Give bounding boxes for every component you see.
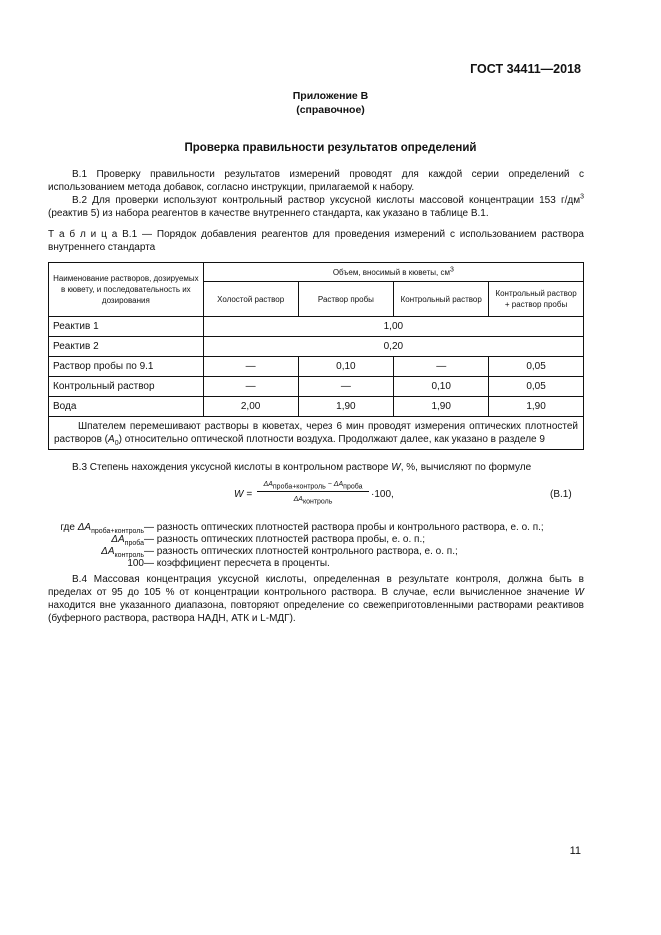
table-note: Шпателем перемешивают растворы в кюветах, через 6 мин проводят измерения оптических плотностей растворов $(A_0)$ относительно оптической плотности воздуха. Продолжают далее, как указано в разделе 9 (49, 417, 584, 450)
intro-paragraphs (48, 168, 584, 220)
column-header: Контрольный раствор + раствор пробы (489, 282, 584, 317)
row-name: Раствор пробы по 9.1 (49, 357, 204, 377)
paragraph-b4: В.4 Массовая концентрация уксусной кислоты, определенная в результате контроля, должна быть в пределах от 95 до 105 % от концентрации контрольного раствора. В случае, если вычисленное значение W находится вне указанного диапазона, повторяют определение со свежеприготовленными растворами реактивов (буферного раствора, раствора НАДН, АТК и L-МДГ). (48, 574, 584, 624)
header-name: Наименование растворов, дозируемых в кювету, и последовательность их дозирования (49, 263, 204, 317)
appendix-title: Приложение В (292, 90, 369, 102)
legend-item: $\Delta A_{проба}$ — разность оптических плотностей раствора пробы, е. о. п.; (111, 534, 426, 547)
table-caption (48, 228, 584, 254)
formula-numerator: $\Delta A_{проба+контроль} - \Delta A_{проба}$ (263, 481, 363, 491)
cell: 0,10 (394, 377, 489, 397)
legend-item: где $\Delta A_{проба+контроль}$ — разность оптических плотностей раствора пробы и контрольного раствора, е. о. п.; (60, 522, 544, 535)
paragraph-b2: В.2 Для проверки используют контрольный раствор уксусной кислоты массовой концентрации 153 $г/дм^3$ (реактив 5) из набора реагентов в качестве внутреннего стандарта, как указано в таблице В.1. (48, 193, 584, 219)
column-header: Раствор пробы (298, 282, 394, 317)
formula-denominator: $\Delta A_{контроль}$ (293, 496, 333, 506)
table-caption-text: — Порядок добавления реагентов для проведения измерений с использованием раствора внутреннего стандарта (48, 229, 584, 253)
table-row (49, 337, 584, 357)
table-row (49, 377, 584, 397)
cell: 2,00 (203, 397, 298, 417)
table-caption-label: Т а б л и ц а В.1 (48, 229, 138, 240)
formula-lhs: W = (234, 489, 253, 500)
cell: 0,05 (489, 357, 584, 377)
formula-legend (48, 522, 584, 570)
cell: — (298, 377, 394, 397)
appendix-subtitle: (справочное) (296, 104, 365, 116)
cell: — (394, 357, 489, 377)
table-row (49, 357, 584, 377)
formula-tail: ·100, (371, 489, 394, 500)
table-row (49, 317, 584, 337)
row-name: Реактив 2 (49, 337, 204, 357)
formula-number: (В.1) (550, 489, 572, 500)
fraction-bar (257, 491, 369, 492)
section-title: Проверка правильности результатов определений (184, 142, 477, 154)
legend-item: $\Delta A_{контроль}$ — разность оптических плотностей контрольного раствора, е. о. п.; (101, 546, 458, 559)
row-merged-value: 0,20 (203, 337, 583, 357)
cell: 0,10 (298, 357, 394, 377)
paragraph-b1: В.1 Проверку правильности результатов измерений проводят для каждой серии определений с использованием метода добавок, согласно инструкции, прилагаемой к набору. (48, 169, 584, 193)
cell: 1,90 (394, 397, 489, 417)
table-note-row (49, 417, 584, 450)
row-name: Реактив 1 (49, 317, 204, 337)
table-row (49, 397, 584, 417)
cell: — (203, 377, 298, 397)
column-header: Контрольный раствор (394, 282, 489, 317)
row-merged-value: 1,00 (203, 317, 583, 337)
cell: 1,90 (298, 397, 394, 417)
reagent-table (48, 262, 584, 450)
legend-item: 100 — коэффициент пересчета в проценты. (127, 558, 330, 569)
cell: 0,05 (489, 377, 584, 397)
paragraph-b3: В.3 Степень нахождения уксусной кислоты в контрольном растворе W, %, вычисляют по формуле (72, 462, 532, 473)
cell: — (203, 357, 298, 377)
header-volume: Объем, вносимый в кюветы, $см^3$ (203, 263, 583, 282)
column-header: Холостой раствор (203, 282, 298, 317)
standard-number: ГОСТ 34411—2018 (470, 62, 581, 76)
row-name: Контрольный раствор (49, 377, 204, 397)
page-number: 11 (569, 845, 581, 857)
formula-fraction (257, 480, 369, 504)
cell: 1,90 (489, 397, 584, 417)
row-name: Вода (49, 397, 204, 417)
